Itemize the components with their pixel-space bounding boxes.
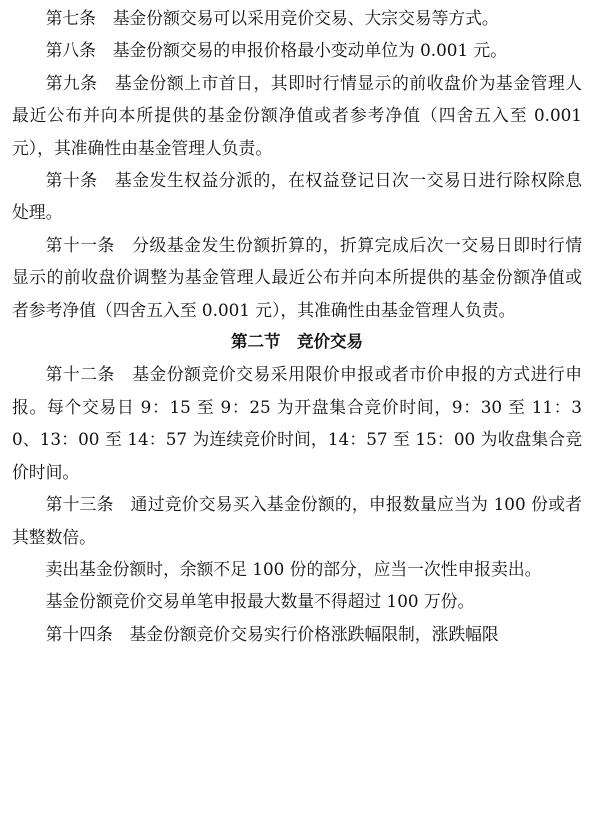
article-11: 第十一条 分级基金发生份额折算的，折算完成后次一交易日即时行情显示的前收盘价调整为基金管理人最近公布并向本所提供的基金份额净值或者参考净值（四舍五入至 0.001 元），其准确性由基金管理人负责。 (12, 234, 582, 320)
article-13-max-quantity-clause: 基金份额竞价交易单笔申报最大数量不得超过 100 万份。 (45, 591, 475, 612)
article-13: 第十三条 通过竞价交易买入基金份额的，申报数量应当为 100 份或者其整数倍。 (12, 494, 582, 547)
article-10: 第十条 基金发生权益分派的，在权益登记日次一交易日进行除权除息处理。 (12, 170, 582, 223)
article-12: 第十二条 基金份额竞价交易采用限价申报或者市价申报的方式进行申报。每个交易日 9：15 至 9：25 为开盘集合竞价时间，9：30 至 11：30、13：00 至 14：57 为连续竞价时间，14：57 至 15：00 为收盘集合竞价时间。 (12, 364, 582, 482)
article-7: 第七条 基金份额交易可以采用竞价交易、大宗交易等方式。 (45, 8, 499, 28)
article-8: 第八条 基金份额交易的申报价格最小变动单位为 0.001 元。 (45, 40, 508, 61)
article-9: 第九条 基金份额上市首日，其即时行情显示的前收盘价为基金管理人最近公布并向本所提供的基金份额净值或者参考净值（四舍五入至 0.001 元），其准确性由基金管理人负责。 (12, 72, 588, 158)
article-13-sell-clause: 卖出基金份额时，余额不足 100 份的部分，应当一次性申报卖出。 (45, 558, 542, 579)
article-14: 第十四条 基金份额竞价交易实行价格涨跌幅限制，涨跌幅限 (45, 623, 499, 644)
section-heading: 第二节 竞价交易 (231, 332, 363, 352)
